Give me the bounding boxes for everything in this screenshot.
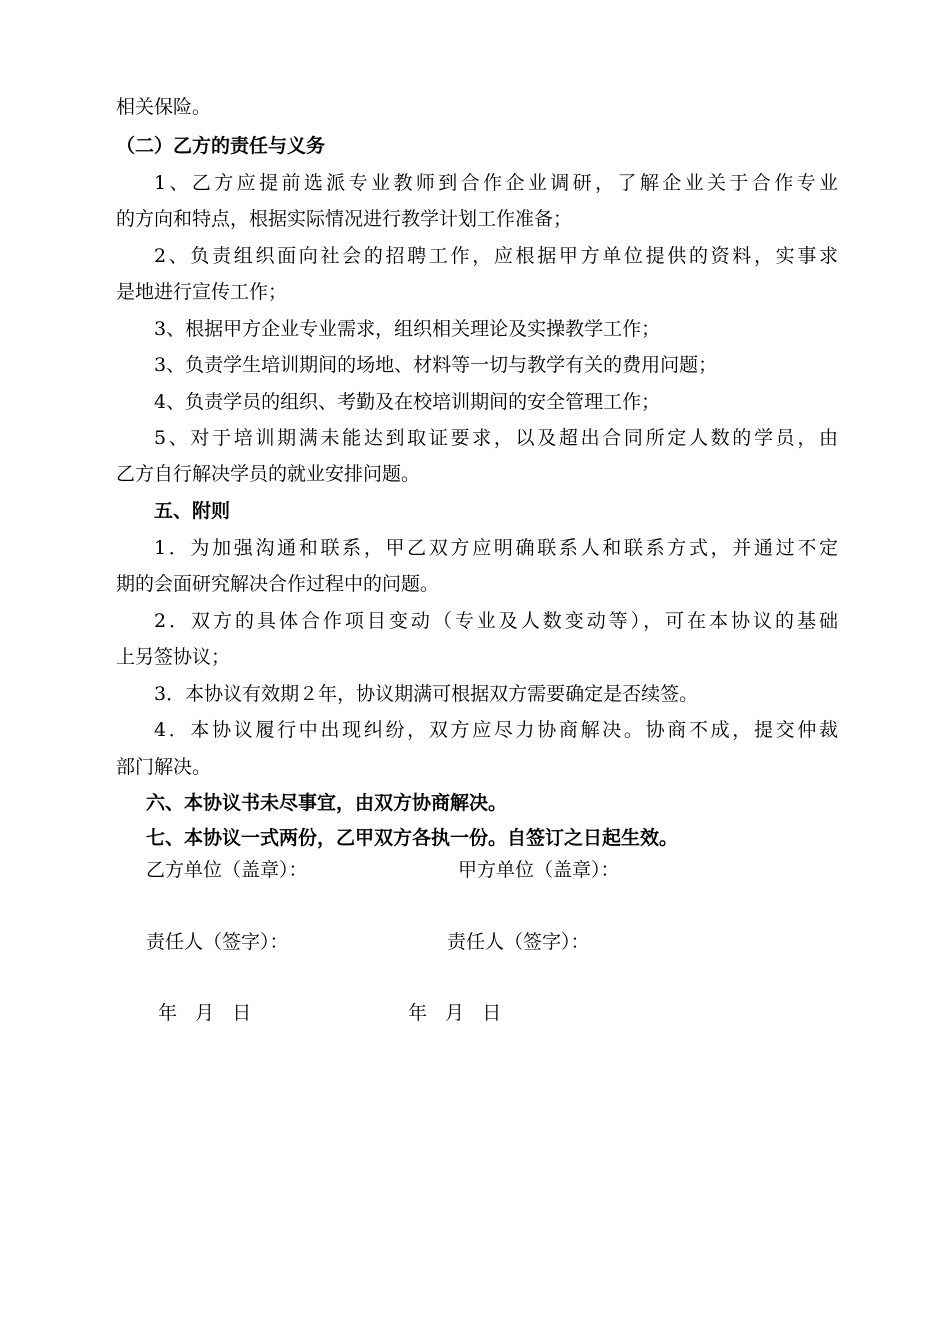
text-line: 是地进行宣传工作； (116, 281, 288, 303)
text-line: 3、根据甲方企业专业需求，组织相关理论及实操教学工作； (154, 318, 661, 340)
party-a-signatory-label: 责任人（签字）： (447, 931, 590, 953)
text-line: 上另签协议； (116, 646, 231, 668)
party-b-seal-label: 乙方单位（盖章）： (146, 859, 308, 881)
text-line: 期的会面研究解决合作过程中的问题。 (116, 573, 440, 595)
text-line: 4、负责学员的组织、考勤及在校培训期间的安全管理工作； (154, 391, 661, 413)
party-a-date-label: 年 月 日 (408, 1002, 502, 1024)
party-b-signatory-label: 责任人（签字）： (146, 931, 289, 953)
text-line: 相关保险。 (116, 96, 212, 118)
text-line: 3．本协议有效期２年，协议期满可根据双方需要确定是否续签。 (154, 683, 699, 705)
section-heading-appendix: 五、附则 (154, 500, 231, 522)
party-b-date-label: 年 月 日 (158, 1002, 252, 1024)
text-line: 1．为加强沟通和联系，甲乙双方应明确联系人和联系方式，并通过不定 (154, 537, 838, 559)
text-line: 2、负责组织面向社会的招聘工作，应根据甲方单位提供的资料，实事求 (154, 245, 838, 267)
text-line: 3、负责学生培训期间的场地、材料等一切与教学有关的费用问题； (154, 354, 718, 376)
text-line: 5、对于培训期满未能达到取证要求，以及超出合同所定人数的学员，由 (154, 427, 838, 449)
text-line: 的方向和特点，根据实际情况进行教学计划工作准备； (116, 208, 573, 230)
section-heading-party-b-duties: （二）乙方的责任与义务 (116, 135, 326, 157)
text-line: 2．双方的具体合作项目变动（专业及人数变动等），可在本协议的基础 (154, 610, 838, 632)
text-line: 4．本协议履行中出现纠纷，双方应尽力协商解决。协商不成，提交仲裁 (154, 719, 838, 741)
clause-seven: 七、本协议一式两份，乙甲双方各执一份。自签订之日起生效。 (146, 827, 679, 849)
text-line: 1、乙方应提前选派专业教师到合作企业调研，了解企业关于合作专业 (154, 172, 838, 194)
clause-six: 六、本协议书未尽事宜，由双方协商解决。 (146, 792, 508, 814)
text-line: 乙方自行解决学员的就业安排问题。 (116, 463, 421, 485)
party-a-seal-label: 甲方单位（盖章）： (458, 859, 620, 881)
text-line: 部门解决。 (116, 756, 212, 778)
